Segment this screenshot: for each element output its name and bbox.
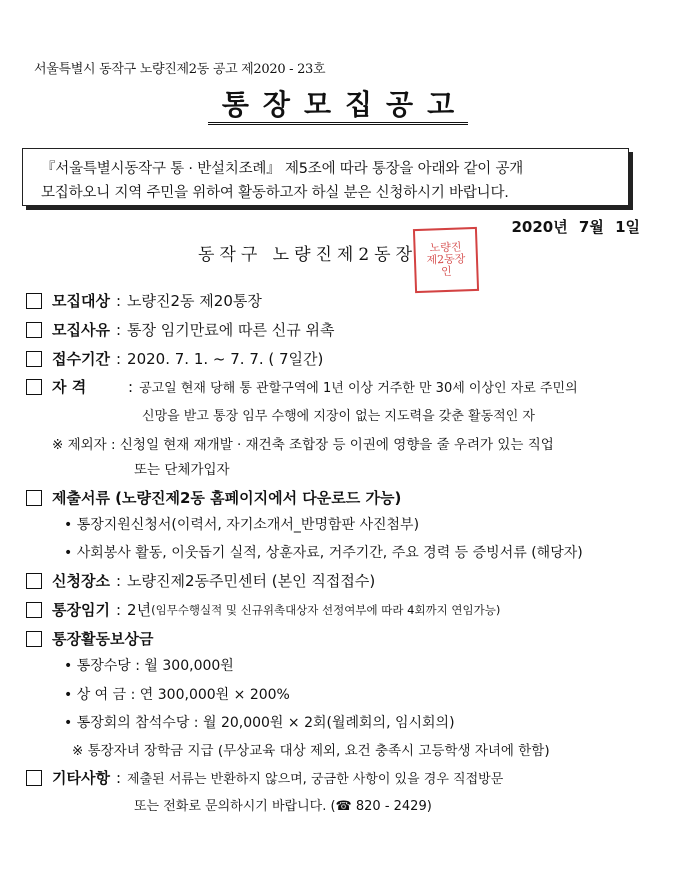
notice-line-2: 모집하오니 지역 주민을 위하여 활동하고자 하실 분은 신청하시기 바랍니다. bbox=[41, 185, 509, 201]
checkbox-icon bbox=[26, 602, 42, 618]
qualification-line-2: 신망을 받고 통장 임무 수행에 지장이 없는 지도력을 갖춘 활동적인 자 bbox=[142, 409, 535, 424]
item-label: 모집사유 bbox=[52, 321, 110, 339]
item-label: 접수기간 bbox=[52, 350, 110, 368]
item-label: 모집대상 bbox=[52, 292, 110, 310]
title-container bbox=[0, 88, 676, 125]
item-qualification: 자 격 : 공고일 현재 당해 통 관할구역에 1년 이상 거주한 만 30세 이상인 자로 주민의 bbox=[26, 376, 578, 397]
item-target: 모집대상 : 노량진2동 제20통장 bbox=[26, 290, 262, 311]
checkbox-icon bbox=[26, 293, 42, 309]
other-line-2: 또는 전화로 문의하시기 바랍니다. (☎ 820 - 2429) bbox=[134, 799, 432, 814]
item-place: 신청장소 : 노량진제2동주민센터 (본인 직접접수) bbox=[26, 570, 375, 591]
document-number: 서울특별시 동작구 노량진제2동 공고 제2020 - 23호 bbox=[34, 62, 326, 77]
item-value: 노량진2동 제20통장 bbox=[127, 292, 262, 310]
issuer: 동작구 노량진제2동장 bbox=[198, 245, 418, 265]
term-value: 2년 bbox=[127, 601, 152, 619]
documents-bullet-2: • 사회봉사 활동, 이웃돕기 실적, 상훈자료, 거주기간, 주요 경력 등 증빙서류 (해당자) bbox=[64, 545, 583, 561]
item-period: 접수기간 : 2020. 7. 1. ~ 7. 7. ( 7일간) bbox=[26, 348, 323, 369]
item-label: 제출서류 (노량진제2동 홈페이지에서 다운로드 가능) bbox=[52, 489, 402, 507]
exclusion-line-2: 또는 단체가입자 bbox=[134, 462, 230, 478]
notice-line-1: 『서울특별시동작구 통 · 반설치조례』 제5조에 따라 통장을 아래와 같이 공개 bbox=[41, 161, 524, 177]
item-value: 제출된 서류는 반환하지 않으며, 궁금한 사항이 있을 경우 직접방문 bbox=[127, 772, 504, 787]
checkbox-icon bbox=[26, 379, 42, 395]
checkbox-icon bbox=[26, 351, 42, 367]
scholarship-note: ※ 통장자녀 장학금 지급 (무상교육 대상 제외, 요건 충족시 고등학생 자녀에 한함) bbox=[72, 743, 550, 759]
item-documents bbox=[26, 487, 401, 508]
item-label: 기타사항 bbox=[52, 769, 110, 787]
compensation-bullet-1: • 통장수당 : 월 300,000원 bbox=[64, 658, 234, 674]
exclusion-line-1: ※ 제외자 : 신청일 현재 재개발 · 재건축 조합장 등 이권에 영향을 줄 우려가 있는 직업 bbox=[52, 437, 554, 453]
item-label: 통장임기 bbox=[52, 601, 110, 619]
term-note: (임무수행실적 및 신규위촉대상자 선정여부에 따라 4회까지 연임가능) bbox=[151, 602, 501, 617]
notice-date: 2020년 7월 1일 bbox=[511, 218, 640, 236]
compensation-bullet-2: • 상 여 금 : 연 300,000원 × 200% bbox=[64, 687, 290, 703]
item-term: 통장임기 : 2년 (임무수행실적 및 신규위촉대상자 선정여부에 따라 4회까지 연임가능) bbox=[26, 599, 500, 620]
checkbox-icon bbox=[26, 490, 42, 506]
item-label: 신청장소 bbox=[52, 572, 110, 590]
checkbox-icon bbox=[26, 322, 42, 338]
page-title: 통장모집공고 bbox=[208, 88, 468, 125]
documents-bullet-1: • 통장지원신청서(이력서, 자기소개서_반명함판 사진첨부) bbox=[64, 517, 420, 533]
item-other: 기타사항 : 제출된 서류는 반환하지 않으며, 궁금한 사항이 있을 경우 직접방문 bbox=[26, 767, 503, 788]
item-value: 공고일 현재 당해 통 관할구역에 1년 이상 거주한 만 30세 이상인 자로 주민의 bbox=[139, 381, 578, 396]
notice-box bbox=[22, 148, 629, 206]
item-value: 노량진제2동주민센터 (본인 직접접수) bbox=[127, 572, 376, 590]
item-value: 2020. 7. 1. ~ 7. 7. ( 7일간) bbox=[127, 350, 324, 368]
checkbox-icon bbox=[26, 573, 42, 589]
item-label: 통장활동보상금 bbox=[52, 630, 154, 648]
checkbox-icon bbox=[26, 770, 42, 786]
item-reason: 모집사유 : 통장 임기만료에 따른 신규 위촉 bbox=[26, 319, 334, 340]
checkbox-icon bbox=[26, 631, 42, 647]
item-label: 자 격 bbox=[52, 378, 87, 396]
item-value: 통장 임기만료에 따른 신규 위촉 bbox=[127, 321, 335, 339]
official-seal: 노량진 제2동장 인 bbox=[413, 227, 479, 293]
item-compensation bbox=[26, 628, 153, 649]
compensation-bullet-3: • 통장회의 참석수당 : 월 20,000원 × 2회(월례회의, 임시회의) bbox=[64, 715, 455, 731]
